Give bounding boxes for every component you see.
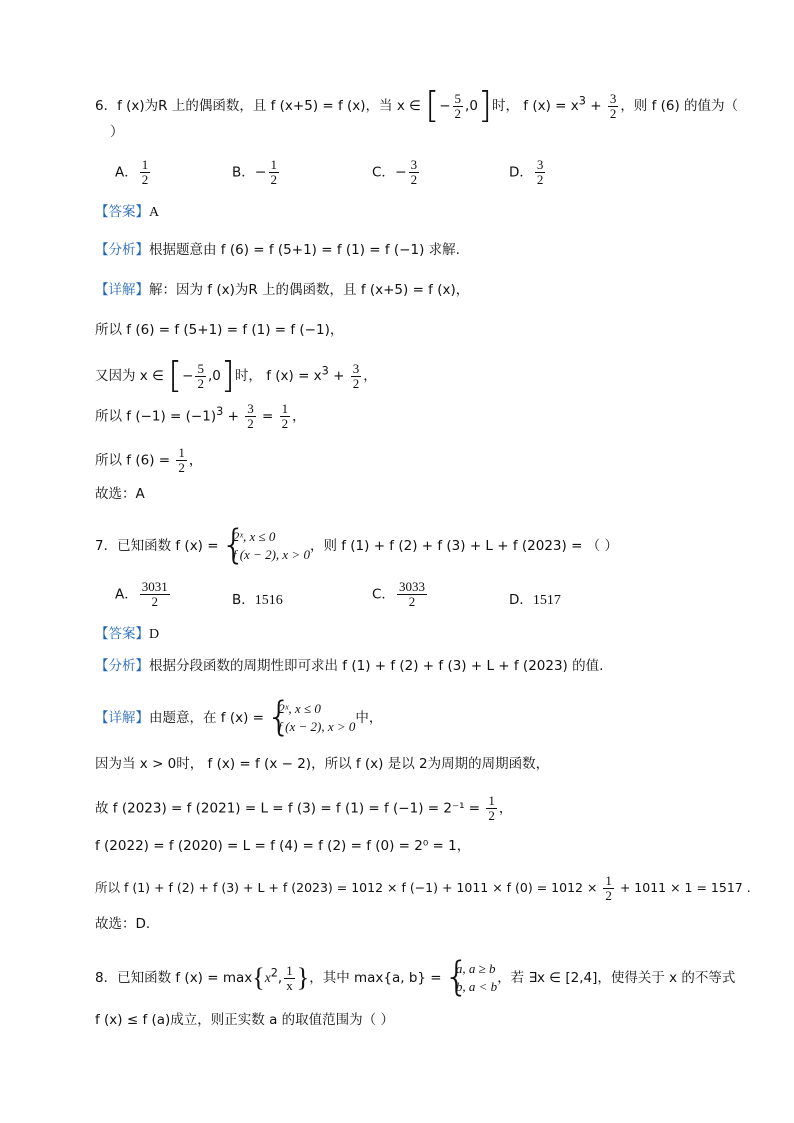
fraction: $\frac{3}{2}$	[609, 90, 617, 121]
detail-line: 又因为 x ∈ [− $\frac{5}{2}$ ,0]时， f $(x) = x^3$ + $\frac{3}{2}$ ，	[95, 355, 377, 396]
detail-text: 因为当 x > 0时， f (x) = f (x − 2)，所以 f (x) 是以 2为周期的周期函数，	[95, 756, 550, 772]
detail-line: 所以 f (6) = $\frac{1}{2}$ ，	[95, 445, 203, 475]
minus-sign: −	[439, 98, 451, 114]
stem-text: 时， f (x) = x	[491, 98, 579, 114]
detail-text: 解：因为 f (x)为R 上的偶函数，且 f (x+5) = f (x)，	[149, 282, 470, 298]
question-6-stem	[95, 85, 739, 126]
bracket-left: [	[425, 85, 440, 126]
option-d[interactable]: D．1517	[509, 592, 561, 608]
plus-sign: +	[585, 98, 606, 114]
analysis-line: 【分析】根据分段函数的周期性即可求出 f (1) + f (2) + f (3) + L + f (2023) 的值.	[95, 658, 604, 674]
answer-line: 【答案】D	[95, 626, 160, 642]
option-a[interactable]: A． $\frac{3031}{2}$	[115, 579, 168, 609]
piecewise-cases: { 2ˣ, x ≤ 0 f (x − 2), x > 0	[223, 528, 310, 564]
option-d[interactable]: D． $\frac{3}{2}$	[509, 157, 544, 187]
analysis-line	[95, 240, 734, 260]
question-7-stem: 7．已知函数 f (x) = { 2ˣ, x ≤ 0 f (x − 2), x > 0 ，则 f (1) + f (2) + f (3) + L + f (2023) = （ ）	[95, 528, 734, 564]
answer-tag: 【答案】	[95, 204, 149, 220]
option-c[interactable]: C． $\frac{3033}{2}$	[372, 579, 425, 609]
interval-right: ,0	[465, 98, 478, 114]
choose-line: 故选：D.	[95, 916, 151, 932]
option-b[interactable]: B．− $\frac{1}{2}$	[232, 157, 277, 187]
detail-line: 故 f (2023) = f (2021) = L = f (3) = f (1) = f (−1) = 2⁻¹ = $\frac{1}{2}$ ，	[95, 793, 513, 823]
detail-tag: 【详解】	[95, 282, 149, 298]
stem-tail: ）	[110, 124, 124, 140]
answer-line	[95, 202, 734, 223]
detail-line: 所以 f (1) + f (2) + f (3) + L + f (2023) = 1012 × f (−1) + 1011 × f (0) = 1012 × $\frac{1}{2}$ + 1011 × 1 = 1517 .	[95, 873, 751, 903]
fraction: $\frac{5}{2}$	[454, 90, 462, 121]
detail-text: 所以 f (6) = f (5+1) = f (1) = f (−1)，	[95, 322, 344, 338]
analysis-text: 根据题意由 f (6) = f (5+1) = f (1) = f (−1) 求解.	[149, 242, 460, 258]
detail-line: 【详解】由题意，在 f (x) = { 2ˣ, x ≤ 0 f (x − 2), x > 0 中，	[95, 700, 734, 736]
detail-text: f (2022) = f (2020) = L = f (4) = f (2) = f (0) = 2⁰ = 1，	[95, 838, 471, 854]
question-number: 6．	[95, 98, 118, 114]
exponent: 3	[578, 94, 586, 108]
detail-line	[95, 280, 734, 300]
option-c[interactable]: C．− $\frac{3}{2}$	[372, 157, 418, 187]
option-b[interactable]: B．1516	[232, 592, 283, 608]
option-a[interactable]: A． $\frac{1}{2}$	[115, 157, 149, 187]
stem-text: ，则 f (6) 的值为（	[620, 98, 739, 114]
analysis-tag: 【分析】	[95, 242, 149, 258]
bracket-right: ]	[477, 85, 492, 126]
answer-value: A	[149, 205, 160, 220]
stem-text: f (x)为R 上的偶函数，且 f (x+5) = f (x)，当 x ∈	[117, 98, 426, 114]
question-8-stem: 8．已知函数 f $(x) = \max\{x^2$, $\frac{1}{x}$ }，其中 max{a, b} = { a, a ≥ b b, a < b ，若 ∃x ∈ [2,4]，使得关于 x 的不等式	[95, 960, 734, 996]
choose-line: 故选：A	[95, 486, 145, 502]
detail-line: 所以 f $(-1) = (-1)^3$ + $\frac{3}{2}$ = $\frac{1}{2}$ ，	[95, 401, 306, 431]
stem-text: f (x) ≤ f (a)成立，则正实数 a 的取值范围为（ ）	[95, 1012, 394, 1028]
